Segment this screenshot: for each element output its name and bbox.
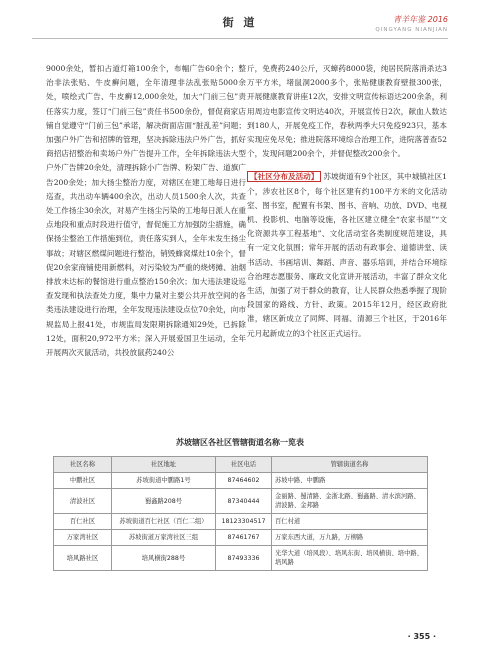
streets-cell: 万家东西大道，万九路，万柳路 bbox=[272, 530, 428, 546]
address-cell: 蜀鑫路208号 bbox=[112, 489, 216, 514]
address-cell: 苏坡街道万家湾社区三组 bbox=[112, 530, 216, 546]
community-name-cell: 百仁社区 bbox=[54, 514, 112, 530]
table-row bbox=[54, 530, 428, 546]
community-name-cell: 清波社区 bbox=[54, 489, 112, 514]
page-title: 街 道 bbox=[222, 16, 258, 29]
page-header bbox=[0, 0, 480, 50]
address-cell: 苏坡街道百仁社区（百仁二组） bbox=[112, 514, 216, 530]
page-number: · 355 · bbox=[407, 632, 436, 641]
table-row bbox=[54, 514, 428, 530]
column-header: 社区电话 bbox=[216, 457, 272, 473]
header-divider bbox=[32, 38, 448, 39]
community-name-cell: 中鹏社区 bbox=[54, 473, 112, 489]
table-header-row bbox=[54, 457, 428, 473]
right-text-column bbox=[247, 62, 447, 392]
community-name-cell: 万家湾社区 bbox=[54, 530, 112, 546]
community-paragraph bbox=[247, 170, 447, 340]
section-heading-tag: 【社区分布及活动】 bbox=[247, 171, 321, 182]
community-name-cell: 培风路社区 bbox=[54, 546, 112, 571]
yearbook-label: 青羊年鉴 2016 bbox=[393, 15, 448, 24]
column-header: 社区名称 bbox=[54, 457, 112, 473]
streets-cell: 百仁村道 bbox=[272, 514, 428, 530]
table-title: 苏坡辖区各社区管辖街道名称一览表 bbox=[176, 438, 304, 447]
table-row bbox=[54, 546, 428, 571]
table-row bbox=[54, 473, 428, 489]
left-text-column: 9000余处，暂扣占道灯箱100余个，布幅广告60余个；整治非法张贴、牛皮癣问题，全年清理非法乱张贴5000余处，喷绘式广告、牛皮癣12,000余处，加大“门前三包”责任落实力度，签订“门前三包”责任书500余份，督促商家店铺自觉遵守“门前三包”承诺，解决街面店面“脏乱差”问题；加强户外广告和招牌的管理，坚决拆除违法户外广告，抓好商招店招整治和卖场户外广告提升工作，全年拆除违法大型户外广告牌20余处，清理拆除小广告牌、粉架广告、道旗广告200余处；加大扬尘整治力度，对辖区在建工地每日进行巡查，共出动车辆400余次，出动人员1500余人次，共查处工作扬尘30余次，对易产生扬尘污染的工地每日派人在重点地段和重点时段进行值守，督促施工方加强防尘措施，确保扬尘整治工作措施到位，责任落实到人，全年未发生扬尘事故；对辖区燃煤问题进行整治，销毁蜂窝煤灶10余个，督促20余家商铺使用新燃料，对污染较为严重的烧烤摊、油烟排放未达标的餐馆进行重点整治150余次；加大违法建设巡查发现和执法查处力度，集中力量对主要公共开放空间的各类违法建设进行治理，全年发现违法建设点位70余处，向市规监局上报41处，市规监局发限期拆除通知29处，已拆除12处，面积20,972平方米；深入开展爱国卫生运动，全年开展两次灭鼠活动，共投放鼠药240公 bbox=[46, 64, 246, 358]
column-header: 管辖街道名称 bbox=[272, 457, 428, 473]
community-paragraph-text: 苏坡街道有9个社区，其中城镇社区1个，涉农社区8个，每个社区建有约100平方米的文化活动室、图书室，配置有书架、图书、音响、功放、DVD、电视机、投影机、电脑等设施，各社区建立健全“农家书屋”“文化资源共享工程基地”、文化活动室各类制度规范建设，具有一定文化氛围；常年开展的活动有政事会、道德讲堂、读书活动、书画培训、舞蹈、声音、器乐培训，并结合环境综合治理志愿服务、廉政文化宣讲开展活动，丰富了群众文化生活，加强了对于群众的教育，让人民群众热悉季握了现阶段国家的路线、方针、政策。2015年12月，经区政府批准，辖区新成立了同辉、同福、清源三个社区，于2016年元月起新成立的3个社区正式运行。 bbox=[247, 172, 447, 338]
phone-cell: 87461767 bbox=[216, 530, 272, 546]
address-cell: 苏坡街道中鹏路1号 bbox=[112, 473, 216, 489]
table-row bbox=[54, 489, 428, 514]
address-cell: 培风横街288号 bbox=[112, 546, 216, 571]
column-header: 社区地址 bbox=[112, 457, 216, 473]
streets-cell: 光华大道（培风段）、培风东街、培风横街、培中路、培风路 bbox=[272, 546, 428, 571]
phone-cell: 87464602 bbox=[216, 473, 272, 489]
community-table bbox=[53, 456, 428, 571]
streets-cell: 金丽路、蜀清路、金浙北路、蜀鑫路、清水滨河路、清波路、金邦路 bbox=[272, 489, 428, 514]
phone-cell: 87493336 bbox=[216, 546, 272, 571]
yearbook-subtitle: QINGYANG NIANJIAN bbox=[375, 27, 448, 33]
environment-paragraph: 斤，免费药240公斤，灭蟑药8000袋，纯居民院落消杀达3万平方米，堵鼠洞2000多个，张贴健康教育壁报300张，开展健康教育讲座12次，安排文明宣传标语达200余条，利用周边电影宣传文明达40次，开展宣传日2次，献血人数达到180人，开展免疫工作，春秋两季大只免疫923只，基本实现应免尽免；推进院落环境综合治理工作，进院落普查52个，发现问题200余个，并督促整改200余个。 bbox=[247, 64, 447, 159]
phone-cell: 18123304517 bbox=[216, 514, 272, 530]
streets-cell: 苏坡中路、中鹏路 bbox=[272, 473, 428, 489]
phone-cell: 87340444 bbox=[216, 489, 272, 514]
